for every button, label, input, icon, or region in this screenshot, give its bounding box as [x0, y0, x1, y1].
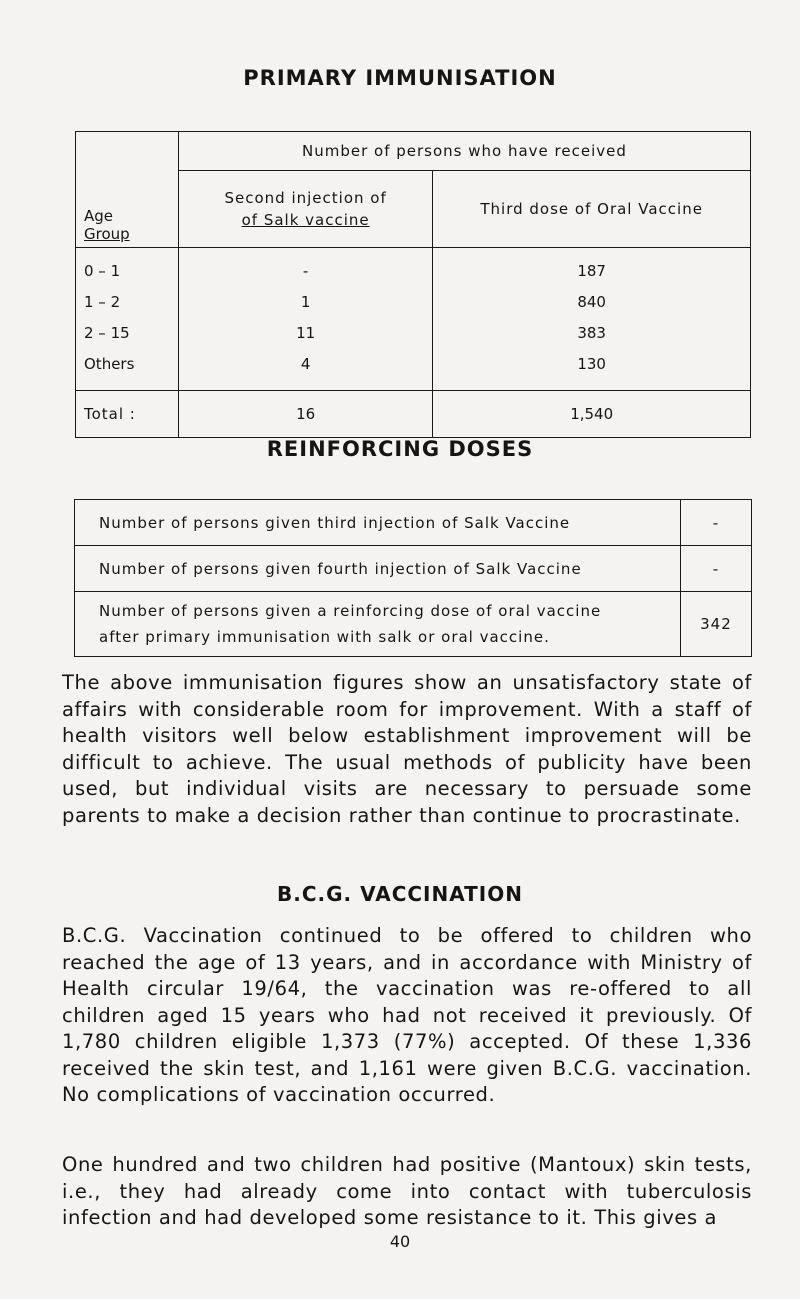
reinforcing-doses-table [74, 499, 752, 657]
salk-cell: 1 [300, 293, 311, 311]
table-header-row [76, 132, 751, 171]
age-header-line1: Age [84, 207, 114, 225]
age-header-line2: Group [84, 225, 130, 243]
row-value: 342 [680, 592, 751, 657]
oral-cell: 383 [577, 324, 606, 342]
age-group-header [76, 132, 179, 248]
row-value: - [680, 500, 751, 546]
age-cell: 1 – 2 [84, 293, 121, 311]
table-row [75, 500, 752, 546]
table-data-block [76, 248, 751, 391]
table-row [75, 546, 752, 592]
salk-header-line1: Second injection of [224, 189, 387, 207]
salk-cell: 4 [300, 355, 311, 373]
total-row [76, 391, 751, 438]
oral-cell: 840 [577, 293, 606, 311]
mantoux-paragraph: One hundred and two children had positive (Mantoux) skin tests, i.e., they had already come into contact with tuberculosis infection and had developed some resistance to it. This gives a [62, 1153, 752, 1229]
oral-cell: 187 [577, 262, 606, 280]
table-row [75, 592, 752, 657]
group-header: Number of persons who have received [178, 132, 750, 171]
row-description-line2: after primary immunisation with salk or oral vaccine. [99, 628, 550, 646]
row-value: - [680, 546, 751, 592]
oral-header: Third dose of Oral Vaccine [433, 171, 751, 248]
row-description: Number of persons given fourth injection of Salk Vaccine [75, 546, 681, 592]
age-cell: 2 – 15 [84, 324, 130, 342]
oral-column [433, 248, 751, 391]
salk-cell: - [302, 262, 309, 280]
total-label: Total : [76, 391, 179, 438]
salk-header [178, 171, 432, 248]
oral-cell: 130 [577, 355, 606, 373]
total-salk: 16 [178, 391, 432, 438]
salk-column [178, 248, 432, 391]
immunisation-paragraph: The above immunisation figures show an unsatisfactory state of affairs with considerable room for improvement. With a staff of health visitors well below establishment improvement will be difficult to achieve. The usual methods of publicity have been used, but individual visits are necessary to persuade some parents to make a decision rather than continue to procrastinate. [62, 671, 752, 827]
bcg-title: B.C.G. VACCINATION [277, 882, 523, 906]
page-title: PRIMARY IMMUNISATION [243, 66, 557, 90]
primary-immunisation-table [75, 131, 751, 438]
reinforcing-title: REINFORCING DOSES [266, 437, 534, 461]
row-description [75, 592, 681, 657]
row-description-line1: Number of persons given a reinforcing dose of oral vaccine [99, 602, 602, 620]
row-description: Number of persons given third injection of Salk Vaccine [75, 500, 681, 546]
salk-cell: 11 [296, 324, 316, 342]
total-oral: 1,540 [433, 391, 751, 438]
salk-header-line2: of Salk vaccine [241, 211, 370, 229]
age-cell: Others [84, 355, 135, 373]
age-column [76, 248, 179, 391]
page-number: 40 [389, 1232, 411, 1251]
bcg-paragraph: B.C.G. Vaccination continued to be offered to children who reached the age of 13 years, and in accordance with Ministry of Health circular 19/64, the vaccination was re-offered to all children aged 15 years who had not received it previously. Of 1,780 children eligible 1,373 (77%) accepted. Of these 1,336 received the skin test, and 1,161 were given B.C.G. vaccination. No complications of vaccination occurred. [62, 924, 752, 1106]
age-cell: 0 – 1 [84, 262, 121, 280]
